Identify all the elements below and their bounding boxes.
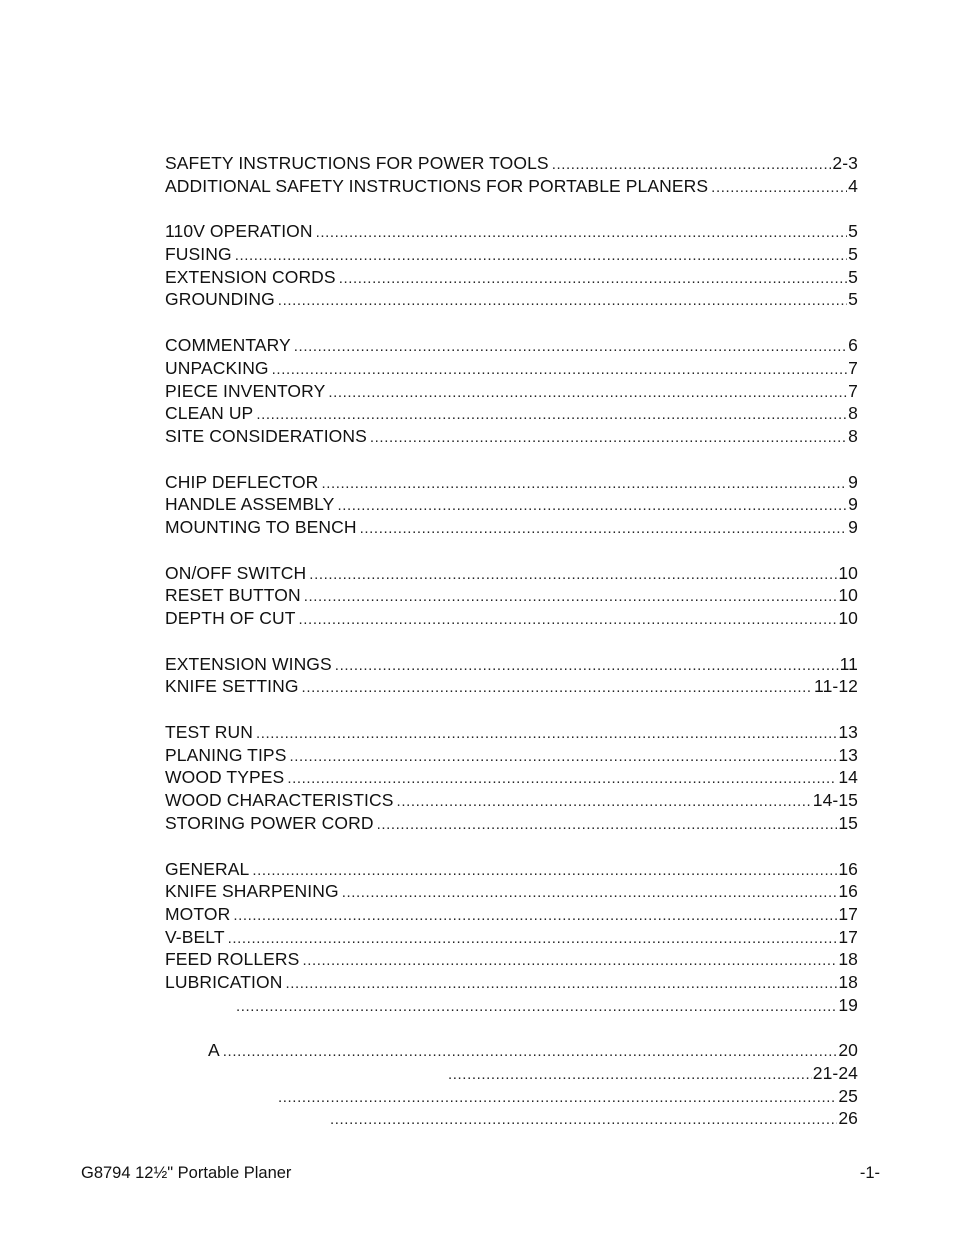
toc-leader-dots: [294, 336, 847, 359]
toc-entry: [165, 493, 858, 516]
toc-entry-label: V-BELT: [165, 926, 225, 947]
toc-entry: [165, 357, 858, 380]
toc-leader-dots: [223, 1041, 838, 1064]
toc-entry-page: 5: [848, 266, 858, 287]
toc-leader-dots: [233, 905, 837, 928]
toc-leader-dots: [285, 973, 837, 996]
toc-entry-page: 4: [848, 175, 858, 196]
toc-group: [165, 334, 858, 447]
toc-leader-dots: [278, 1087, 837, 1110]
toc-entry-label: FEED ROLLERS: [165, 949, 300, 970]
toc-leader-dots: [316, 222, 848, 245]
toc-leader-dots: [272, 359, 848, 382]
toc-entry: [165, 152, 858, 175]
toc-group: [165, 220, 858, 311]
toc-entry-label: KNIFE SHARPENING: [165, 881, 339, 902]
toc-entry-label: 110V OPERATION: [165, 221, 313, 242]
toc-entry: [165, 334, 858, 357]
toc-entry-label: A: [208, 1040, 220, 1061]
toc-leader-dots: [236, 996, 837, 1019]
toc-entry-page: 9: [848, 516, 858, 537]
toc-entry-label: PIECE INVENTORY: [165, 380, 326, 401]
toc-entry-page: 11: [839, 653, 858, 674]
toc-entry: [165, 994, 858, 1017]
toc-entry-page: 9: [848, 471, 858, 492]
toc-entry-label: GROUNDING: [165, 289, 275, 310]
toc-entry-label: MOTOR: [165, 903, 231, 924]
toc-entry-page: 2-3: [832, 153, 858, 173]
toc-leader-dots: [235, 245, 847, 268]
toc-leader-dots: [256, 723, 837, 746]
toc-entry-page: 10: [838, 585, 858, 606]
toc-leader-dots: [711, 177, 847, 200]
toc-entry-label: HANDLE ASSEMBLY: [165, 494, 335, 515]
toc-leader-dots: [342, 882, 838, 905]
toc-entry: [165, 607, 858, 630]
toc-leader-dots: [360, 518, 848, 541]
toc-entry: [165, 653, 858, 676]
toc-entry-label: TEST RUN: [165, 722, 253, 743]
toc-leader-dots: [228, 928, 838, 951]
toc-entry-page: 18: [838, 971, 858, 992]
toc-entry-page: 14: [838, 767, 858, 788]
toc-entry: [165, 425, 858, 448]
toc-entry-page: 15: [838, 812, 858, 833]
toc-leader-dots: [328, 382, 847, 405]
toc-entry-page: 10: [838, 608, 858, 628]
toc-group: [165, 562, 858, 630]
toc-entry: [165, 471, 858, 494]
toc-entry-label: UNPACKING: [165, 357, 269, 378]
toc-leader-dots: [309, 564, 837, 587]
toc-entry-page: 5: [848, 221, 858, 242]
toc-entry-page: 11-12: [814, 676, 858, 697]
toc-entry-page: 18: [838, 949, 858, 970]
toc-entry-label: COMMENTARY: [165, 335, 291, 356]
toc-entry-page: 16: [838, 858, 858, 879]
toc-group: [165, 471, 858, 539]
toc-entry: [165, 380, 858, 403]
toc-entry: [165, 1107, 858, 1130]
toc-leader-dots: [552, 154, 832, 177]
toc-entry-page: 19: [838, 994, 858, 1015]
toc-leader-dots: [302, 677, 813, 700]
toc-entry: [165, 858, 858, 881]
toc-entry-page: 26: [838, 1108, 858, 1129]
toc-entry-page: 16: [838, 881, 858, 902]
toc-entry-page: 13: [838, 722, 858, 743]
toc-entry: [165, 175, 858, 198]
toc-entry-label: STORING POWER CORD: [165, 812, 374, 833]
toc-leader-dots: [337, 495, 847, 518]
toc-entry-label: SITE CONSIDERATIONS: [165, 425, 367, 446]
toc-leader-dots: [302, 950, 837, 973]
toc-entry: [165, 288, 858, 311]
toc-entry-page: 17: [838, 926, 858, 947]
toc-entry: [165, 903, 858, 926]
toc-entry-label: WOOD CHARACTERISTICS: [165, 790, 394, 811]
toc-leader-dots: [287, 768, 837, 791]
toc-entry-label: CHIP DEFLECTOR: [165, 471, 319, 492]
toc-leader-dots: [339, 268, 847, 291]
toc-entry-label: SAFETY INSTRUCTIONS FOR POWER TOOLS: [165, 153, 549, 173]
toc-leader-dots: [377, 814, 838, 837]
toc-entry: [165, 562, 858, 585]
toc-entry-page: 25: [838, 1085, 858, 1106]
toc-entry-page: 17: [838, 903, 858, 924]
toc-entry-page: 10: [838, 562, 858, 583]
toc-entry-page: 8: [848, 403, 858, 424]
toc-leader-dots: [278, 290, 847, 313]
toc-entry-label: GENERAL: [165, 858, 250, 879]
toc-leader-dots: [448, 1064, 812, 1087]
toc-entry-page: 21-24: [812, 1063, 858, 1083]
toc-entry: [165, 971, 858, 994]
toc-entry-page: 20: [838, 1040, 858, 1061]
toc-entry: [165, 880, 858, 903]
toc-entry-label: ON/OFF SWITCH: [165, 562, 307, 583]
toc-entry-label: DEPTH OF CUT: [165, 608, 296, 628]
toc-entry: [165, 948, 858, 971]
toc-leader-dots: [304, 586, 838, 609]
toc-entry-page: 6: [848, 335, 858, 356]
toc-group: [165, 858, 858, 1017]
toc-entry: [165, 402, 858, 425]
toc-group: [165, 653, 858, 698]
toc-entry: [165, 1085, 858, 1108]
toc-entry-label: RESET BUTTON: [165, 585, 301, 606]
footer-title: G8794 12½" Portable Planer: [81, 1164, 292, 1182]
toc-leader-dots: [256, 404, 847, 427]
toc-entry-page: 13: [838, 744, 858, 765]
toc-entry-page: 8: [848, 425, 858, 446]
toc-leader-dots: [335, 655, 839, 678]
toc-entry-page: 14-15: [812, 790, 858, 811]
toc-group: [165, 152, 858, 197]
table-of-contents: [165, 152, 858, 1153]
toc-leader-dots: [330, 1109, 837, 1132]
toc-entry-label: KNIFE SETTING: [165, 676, 299, 697]
toc-entry-page: 9: [848, 494, 858, 515]
toc-leader-dots: [397, 791, 812, 814]
toc-entry-page: 5: [848, 244, 858, 265]
toc-entry: [165, 812, 858, 835]
toc-entry: [165, 220, 858, 243]
toc-entry: [165, 584, 858, 607]
toc-entry: [165, 1062, 858, 1085]
toc-entry-label: WOOD TYPES: [165, 767, 285, 788]
toc-entry: [165, 744, 858, 767]
toc-group: [165, 1039, 858, 1130]
toc-entry: [165, 789, 858, 812]
toc-leader-dots: [321, 473, 847, 496]
toc-leader-dots: [299, 609, 838, 632]
toc-entry: [165, 1039, 858, 1062]
toc-entry: [165, 721, 858, 744]
toc-leader-dots: [370, 427, 847, 450]
toc-leader-dots: [289, 746, 837, 769]
page-number: -1-: [859, 1164, 880, 1182]
toc-entry: [165, 766, 858, 789]
toc-entry-page: 7: [848, 380, 858, 401]
toc-entry: [165, 675, 858, 698]
toc-entry-page: 7: [848, 357, 858, 378]
toc-group: [165, 721, 858, 834]
toc-entry: [165, 266, 858, 289]
toc-entry: [165, 243, 858, 266]
toc-entry: [165, 516, 858, 539]
toc-entry-label: PLANING TIPS: [165, 744, 287, 765]
toc-entry: [165, 926, 858, 949]
toc-entry-page: 5: [848, 289, 858, 310]
toc-leader-dots: [252, 860, 837, 883]
toc-entry-label: ADDITIONAL SAFETY INSTRUCTIONS FOR PORTABLE PLANERS: [165, 175, 709, 196]
toc-entry-label: EXTENSION CORDS: [165, 266, 336, 287]
toc-entry-label: FUSING: [165, 244, 232, 265]
toc-entry-label: CLEAN UP: [165, 403, 254, 424]
toc-entry-label: LUBRICATION: [165, 971, 283, 992]
toc-entry-label: EXTENSION WINGS: [165, 653, 332, 674]
toc-entry-label: MOUNTING TO BENCH: [165, 516, 357, 537]
